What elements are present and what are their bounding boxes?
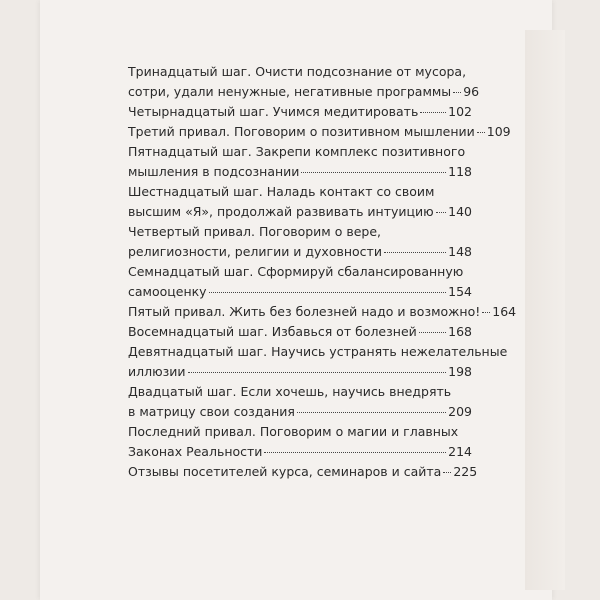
toc-entry <box>128 62 480 102</box>
toc-entry-text: в матрицу свои создания <box>128 404 295 419</box>
toc-entry-text: Девятнадцатый шаг. Научись устранять нежелательные <box>128 344 508 359</box>
leader-dots <box>436 212 446 213</box>
toc-entry <box>128 222 472 262</box>
leader-dots <box>264 452 446 453</box>
toc-page-number: 96 <box>463 84 480 99</box>
leader-dots <box>297 412 446 413</box>
toc-page-number: 214 <box>448 444 472 459</box>
leader-dots <box>443 472 451 473</box>
toc-page-number: 148 <box>448 244 472 259</box>
toc-entry-text: сотри, удали ненужные, негативные программы <box>128 84 452 99</box>
toc-entry-text: Восемнадцатый шаг. Избавься от болезней <box>128 324 417 339</box>
toc-entry <box>128 302 517 322</box>
toc-entry-text: самооценку <box>128 284 207 299</box>
toc-page-number: 164 <box>492 304 517 319</box>
toc-entry <box>128 102 472 122</box>
toc-entry-text: Четвертый привал. Поговорим о вере, <box>128 224 381 239</box>
toc-entry-text: Пятнадцатый шаг. Закрепи комплекс позитивного <box>128 144 466 159</box>
toc-entry-text: Пятый привал. Жить без болезней надо и возможно! <box>128 304 481 319</box>
toc-entry-text: Шестнадцатый шаг. Наладь контакт со своим <box>128 184 435 199</box>
toc-entry-text: религиозности, религии и духовности <box>128 244 382 259</box>
leader-dots <box>419 332 446 333</box>
toc-entry-text: мышления в подсознании <box>128 164 300 179</box>
toc-page-number: 118 <box>448 164 472 179</box>
toc-entry <box>128 382 472 422</box>
table-of-contents <box>128 62 517 482</box>
toc-entry <box>128 342 508 382</box>
toc-entry-text: Законах Реальности <box>128 444 263 459</box>
toc-entry-text: Семнадцатый шаг. Сформируй сбалансированную <box>128 264 464 279</box>
toc-page-number: 154 <box>448 284 472 299</box>
toc-entry <box>128 422 472 462</box>
toc-entry <box>128 182 472 222</box>
toc-entry-text: Отзывы посетителей курса, семинаров и сайта <box>128 464 442 479</box>
leader-dots <box>188 372 447 373</box>
toc-entry <box>128 122 511 142</box>
leader-dots <box>384 252 446 253</box>
leader-dots <box>209 292 447 293</box>
toc-entry-text: высшим «Я», продолжай развивать интуицию <box>128 204 434 219</box>
toc-entry-text: Двадцатый шаг. Если хочешь, научись внедрять <box>128 384 452 399</box>
toc-page-number: 198 <box>448 364 472 379</box>
toc-entry-text: Четырнадцатый шаг. Учимся медитировать <box>128 104 419 119</box>
toc-entry-text: Тринадцатый шаг. Очисти подсознание от мусора, <box>128 64 467 79</box>
toc-entry-text: Последний привал. Поговорим о магии и главных <box>128 424 459 439</box>
toc-entry <box>128 142 472 182</box>
toc-page-number: 140 <box>448 204 472 219</box>
toc-page-number: 109 <box>486 124 511 139</box>
leader-dots <box>453 92 461 93</box>
toc-entry <box>128 462 478 482</box>
toc-entry <box>128 262 472 302</box>
leader-dots <box>420 112 446 113</box>
leader-dots <box>477 132 485 133</box>
toc-page-number: 209 <box>448 404 472 419</box>
toc-page-number: 225 <box>453 464 478 479</box>
page-edge <box>525 30 565 590</box>
toc-entry-text: иллюзии <box>128 364 186 379</box>
toc-entry-text: Третий привал. Поговорим о позитивном мышлении <box>128 124 475 139</box>
leader-dots <box>482 312 490 313</box>
leader-dots <box>301 172 446 173</box>
toc-entry <box>128 322 472 342</box>
toc-page-number: 168 <box>448 324 472 339</box>
toc-page-number: 102 <box>448 104 472 119</box>
